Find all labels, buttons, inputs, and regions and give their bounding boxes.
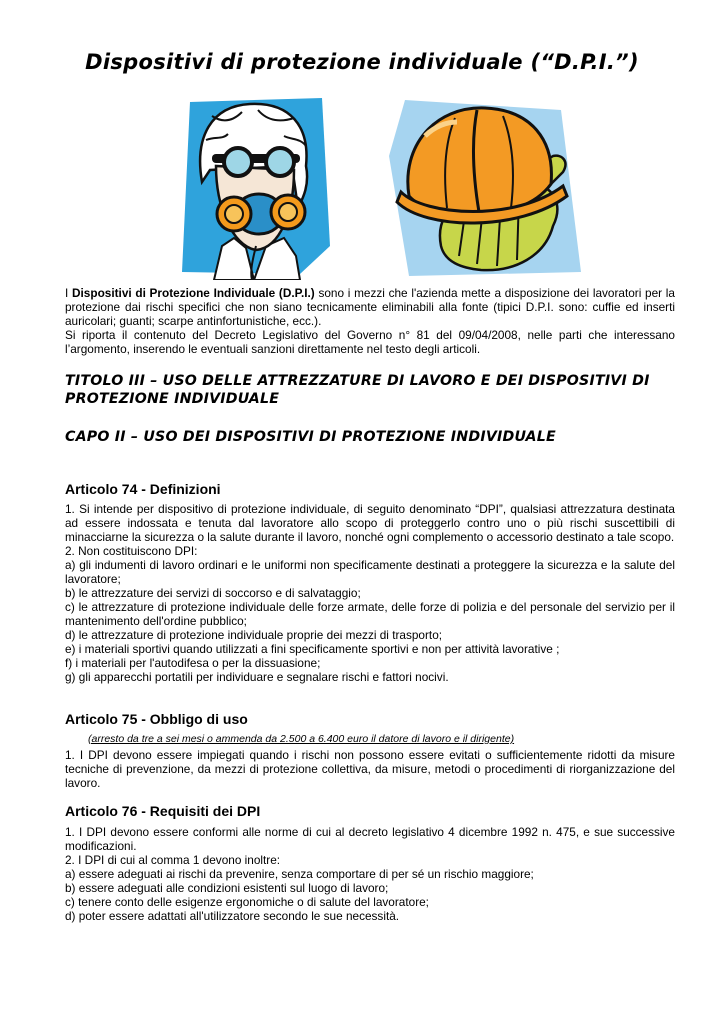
intro-rest: sono i mezzi che l'azienda mette a disposizione dei lavoratori per la protezione dai rischi specifici che non siano tecnicamente eliminabili alla fonte (tipici D.P.I. sono: cuffie ed inserti auricolari; guanti; scarpe antinfortunistiche, ecc.). — [65, 286, 675, 328]
intro-bold-term: Dispositivi di Protezione Individuale (D.P.I.) — [72, 286, 315, 300]
article-76-line: b) essere adeguati alle condizioni esistenti sul luogo di lavoro; — [65, 881, 389, 895]
article-76-line: d) poter essere adattati all'utilizzatore secondo le sue necessità. — [65, 909, 400, 923]
intro-paragraph — [65, 286, 675, 356]
article-74-body — [65, 502, 675, 684]
titolo-heading: TITOLO III – USO DELLE ATTREZZATURE DI LAVORO E DEI DISPOSITIVI DI PROTEZIONE INDIVIDUALE — [65, 373, 650, 407]
article-75-heading: Articolo 75 - Obbligo di uso — [65, 711, 248, 727]
article-76-line: c) tenere conto delle esigenze ergonomiche o di salute del lavoratore; — [65, 895, 429, 909]
article-75-body: 1. I DPI devono essere impiegati quando i rischi non possono essere evitati o sufficientemente ridotti da misure tecniche di prevenzione, da mezzi di protezione collettiva, da misure, metodi o procedimenti di riorganizzazione del lavoro. — [65, 748, 675, 790]
article-74-heading: Articolo 74 - Definizioni — [65, 481, 221, 497]
article-74-line: g) gli apparecchi portatili per individuare e segnalare rischi e fattori nocivi. — [65, 670, 449, 684]
article-74-line: a) gli indumenti di lavoro ordinari e le uniformi non specificamente destinati a proteggere la sicurezza e la salute del lavoratore; — [65, 558, 675, 586]
article-76-heading: Articolo 76 - Requisiti dei DPI — [65, 803, 261, 819]
article-76-line: 2. I DPI di cui al comma 1 devono inoltre: — [65, 853, 281, 867]
respirator-man-illustration — [172, 96, 334, 280]
article-74-line: e) i materiali sportivi quando utilizzati a fini specificamente sportivi e non per attività lavorative ; — [65, 642, 560, 656]
article-74-line: b) le attrezzature dei servizi di soccorso e di salvataggio; — [65, 586, 361, 600]
article-76-body — [65, 825, 675, 923]
article-74-line: 1. Si intende per dispositivo di protezione individuale, di seguito denominato “DPI”, qualsiasi attrezzatura destinata ad essere indossata e tenuta dal lavoratore allo scopo di proteggerlo contro uno o più rischi suscettibili di minacciarne la sicurezza o la salute durante il lavoro, nonché ogni complemento o accessorio destinato a tale scopo. — [65, 502, 675, 544]
intro-second-paragraph: Si riporta il contenuto del Decreto Legislativo del Governo n° 81 del 09/04/2008, nelle parti che interessano l’argomento, inserendo le eventuali sanzioni direttamente nel testo degli articoli. — [65, 328, 675, 356]
article-76-line: a) essere adeguati ai rischi da prevenire, senza comportare di per sé un rischio maggiore; — [65, 867, 534, 881]
article-74-line: 2. Non costituiscono DPI: — [65, 544, 198, 558]
article-74-line: f) i materiali per l'autodifesa o per la dissuasione; — [65, 656, 321, 670]
article-76-line: 1. I DPI devono essere conformi alle norme di cui al decreto legislativo 4 dicembre 1992 n. 475, e sue successive modificazioni. — [65, 825, 675, 853]
capo-heading: CAPO II – USO DEI DISPOSITIVI DI PROTEZIONE INDIVIDUALE — [65, 429, 556, 445]
intro-prefix: I — [65, 286, 72, 300]
article-75-sanction-note: (arresto da tre a sei mesi o ammenda da 2.500 a 6.400 euro il datore di lavoro e il dirigente) — [88, 733, 515, 745]
page-title: Dispositivi di protezione individuale (“D.P.I.”) — [85, 50, 639, 74]
article-74-line: d) le attrezzature di protezione individuale proprie dei mezzi di trasporto; — [65, 628, 443, 642]
hardhat-gloves-illustration — [385, 96, 585, 280]
article-74-line: c) le attrezzature di protezione individuale delle forze armate, delle forze di polizia e del personale del servizio per il mantenimento dell'ordine pubblico; — [65, 600, 675, 628]
